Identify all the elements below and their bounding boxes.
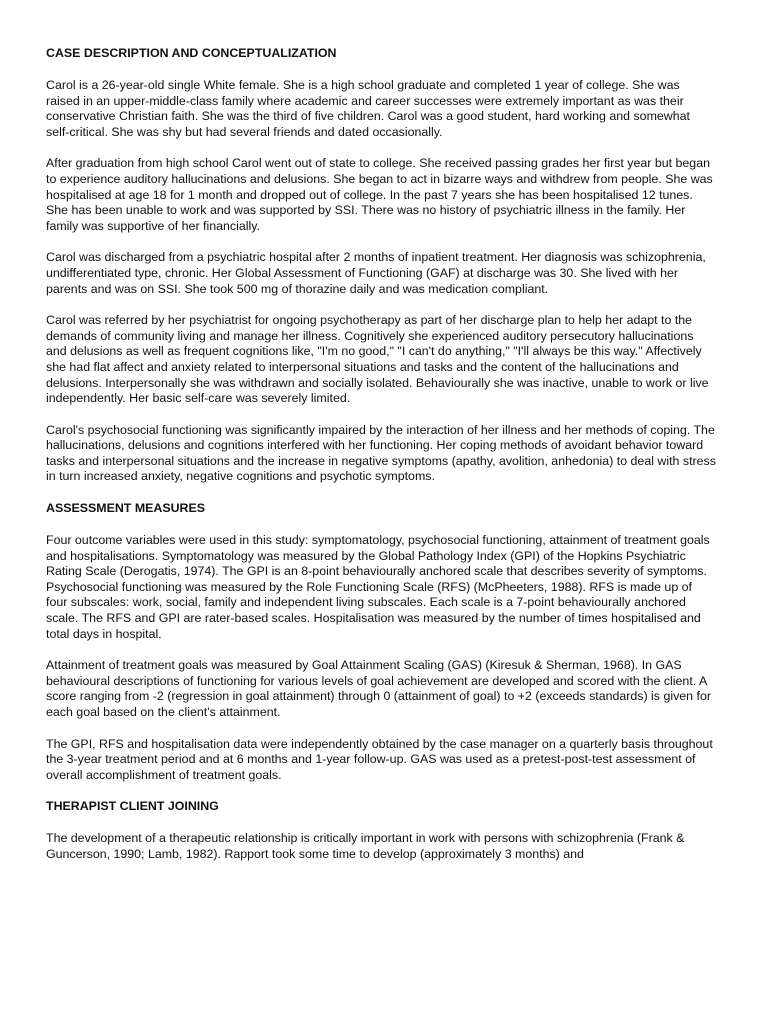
paragraph-case-3: Carol was discharged from a psychiatric hospital after 2 months of inpatient treatment. Her diagnosis was schizophrenia, undifferentiated type, chronic. Her Global Assessment of Functioning (GAF) at discharge was 30. She lived with her parents and was on SSI. She took 500 mg of thorazine daily and was medication compliant. [46, 250, 706, 296]
paragraph-assessment-2: Attainment of treatment goals was measured by Goal Attainment Scaling (GAS) (Kiresuk & Sherman, 1968). In GAS behavioural descriptions of functioning for various levels of goal achievement are developed and scored with the client. A score ranging from -2 (regression in goal attainment) through 0 (attainment of goal) to +2 (exceeds standards) is given for each goal based on the client's attainment. [46, 658, 711, 719]
section-heading-case-description: CASE DESCRIPTION AND CONCEPTUALIZATION [46, 46, 337, 60]
paragraph-case-2: After graduation from high school Carol went out of state to college. She received passing grades her first year but began to experience auditory hallucinations and delusions. She began to act in bizarre ways and withdrew from people. She was hospitalised at age 18 for 1 month and dropped out of college. In the past 7 years she has been hospitalised 12 tunes. She has been unable to work and was supported by SSI. There was no history of psychiatric illness in the family. Her family was supportive of her financially. [46, 156, 713, 233]
paragraph-case-1: Carol is a 26-year-old single White female. She is a high school graduate and completed 1 year of college. She was raised in an upper-middle-class family where academic and career successes were extremely important as was their conservative Christian faith. She was the third of five children. Carol was a good student, hard working and somewhat self-critical. She was shy but had several friends and dated occasionally. [46, 78, 690, 139]
paragraph-case-5: Carol's psychosocial functioning was significantly impaired by the interaction of her illness and her methods of coping. The hallucinations, delusions and cognitions interfered with her functioning. Her coping methods of avoidant behavior toward tasks and interpersonal situations and the increase in negative symptoms (apathy, avolition, anhedonia) to deal with stress in turn increased anxiety, negative cognitions and psychotic symptoms. [46, 422, 716, 484]
paragraph-assessment-3: The GPI, RFS and hospitalisation data were independently obtained by the case manager on a quarterly basis throughout the 3-year treatment period and at 6 months and 1-year follow-up. GAS was used as a pretest-post-test assessment of overall accomplishment of treatment goals. [46, 736, 713, 782]
paragraph-joining-1: The development of a therapeutic relationship is critically important in work with persons with schizophrenia (Frank & Guncerson, 1990; Lamb, 1982). Rapport took some time to develop (approximately 3 months) and [46, 831, 685, 861]
paragraph-case-4: Carol was referred by her psychiatrist for ongoing psychotherapy as part of her discharge plan to help her adapt to the demands of community living and manage her illness. Cognitively she experienced auditory persecutory hallucinations and delusions as well as frequent cognitions like, "I'm no good," "I can't do anything," "I'll always be this way." Affectively she had flat affect and anxiety related to interpersonal situations and tasks and the content of the hallucinations and delusions. Interpersonally she was withdrawn and socially isolated. Behaviourally she was inactive, unable to work or live independently. Her basic self-care was severely limited. [46, 313, 709, 406]
section-heading-joining: THERAPIST CLIENT JOINING [46, 799, 219, 814]
section-heading-assessment: ASSESSMENT MEASURES [46, 501, 206, 516]
paragraph-assessment-1: Four outcome variables were used in this study: symptomatology, psychosocial functioning, attainment of treatment goals and hospitalisations. Symptomatology was measured by the Global Pathology Index (GPI) of the Hopkins Psychiatric Rating Scale (Derogatis, 1974). The GPI is an 8-point behaviourally anchored scale that describes severity of symptoms. Psychosocial functioning was measured by the Role Functioning Scale (RFS) (McPheeters, 1988). RFS is made up of four subscales: work, social, family and independent living subscales. Each scale is a 7-point behaviourally anchored scale. The RFS and GPI are rater-based scales. Hospitalisation was measured by the number of times hospitalised and total days in hospital. [46, 533, 710, 641]
